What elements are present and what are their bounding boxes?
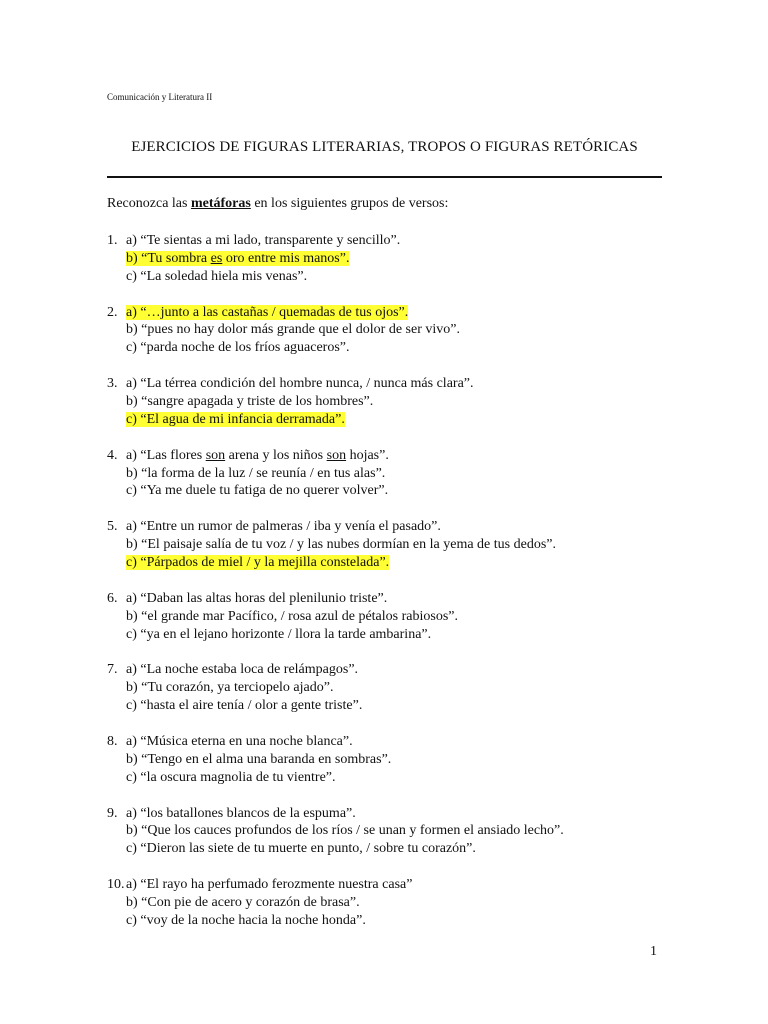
instruction-keyword: metáforas [190,196,251,211]
exercise-option-b [107,751,564,769]
verse-text [126,806,356,821]
verse-segment: a) “los batallones blancos de la espuma”. [126,805,356,821]
verse-text [126,627,431,642]
exercise-item [107,661,564,715]
verse-text [126,466,385,481]
page-header: Comunicación y Literatura II [107,92,213,102]
exercise-number: 3. [107,376,118,392]
highlighted-verse [126,555,389,570]
verse-text [126,734,353,749]
exercise-number: 6. [107,590,118,606]
exercise-option-b [107,894,564,912]
exercise-option-c [107,482,564,500]
exercise-option-c [107,697,564,715]
exercise-item [107,447,564,501]
verse-segment: b) “Tengo en el alma una baranda en sombras”. [126,751,392,767]
verse-segment: b) “pues no hay dolor más grande que el dolor de ser vivo”. [126,322,460,338]
verse-text [126,877,412,892]
exercise-option-b [107,250,564,268]
underlined-word: son [205,447,226,463]
verse-segment: c) “la oscura magnolia de tu vientre”. [126,769,336,785]
exercise-item [107,590,564,644]
verse-segment: a) “…junto a las castañas / quemadas de tus ojos”. [126,304,409,320]
exercise-option-a [107,590,564,608]
exercise-option-a [107,518,564,536]
highlighted-verse [126,412,345,427]
verse-segment: c) “voy de la noche hacia la noche honda”. [126,912,366,928]
exercise-option-c [107,411,564,429]
verse-segment: a) “Entre un rumor de palmeras / iba y venía el pasado”. [126,519,441,535]
instruction-after: en los siguientes grupos de versos: [250,196,449,211]
exercise-option-a [107,733,564,751]
exercise-option-c [107,626,564,644]
exercise-number: 2. [107,304,118,320]
verse-segment: b) “Tu corazón, ya terciopelo ajado”. [126,680,334,696]
exercise-number: 5. [107,519,118,535]
page-title: EJERCICIOS DE FIGURAS LITERARIAS, TROPOS O FIGURAS RETÓRICAS [131,139,638,155]
verse-text [126,841,476,856]
exercise-item [107,304,564,358]
exercise-option-a [107,661,564,679]
verse-segment: b) “Que los cauces profundos de los ríos / se unan y formen el ansiado lecho”. [126,823,564,839]
exercise-item [107,733,564,787]
exercise-option-a [107,876,564,894]
exercise-option-c [107,339,564,357]
verse-segment: arena y los niños [225,447,327,463]
exercise-item [107,518,564,572]
verse-text [126,322,460,337]
verse-segment: c) “El agua de mi infancia derramada”. [126,411,345,427]
exercise-item [107,375,564,429]
exercise-option-a [107,805,564,823]
verse-segment: a) “El rayo ha perfumado ferozmente nuestra casa” [126,877,413,893]
underlined-word: es [210,250,223,266]
exercise-option-c [107,912,564,930]
exercise-item [107,232,564,286]
verse-segment: c) “Ya me duele tu fatiga de no querer volver”. [126,483,389,499]
exercise-option-b [107,608,564,626]
verse-segment: b) “El paisaje salía de tu voz / y las nubes dormían en la yema de tus dedos”. [126,537,556,553]
verse-segment: a) “Daban las altas horas del plenilunio triste”. [126,590,388,606]
verse-segment: c) “Dieron las siete de tu muerte en punto, / sobre tu corazón”. [126,841,476,857]
underlined-word: son [326,447,347,463]
instruction-before: Reconozca las [107,196,191,211]
verse-text [126,483,388,498]
verse-segment: oro entre mis manos”. [222,250,350,266]
exercise-option-a [107,304,564,322]
verse-segment: b) “sangre apagada y triste de los hombres”. [126,394,374,410]
verse-text [126,770,336,785]
verse-text [126,680,333,695]
exercise-item [107,876,564,930]
verse-segment: b) “el grande mar Pacífico, / rosa azul de pétalos rabiosos”. [126,608,458,624]
exercise-option-a [107,375,564,393]
verse-segment: hojas”. [346,447,389,463]
verse-segment: c) “Párpados de miel / y la mejilla constelada”. [126,555,390,571]
verse-segment: b) “Con pie de acero y corazón de brasa”. [126,894,360,910]
verse-text [126,752,391,767]
page-number: 1 [650,944,657,959]
exercise-option-b [107,536,564,554]
verse-text [126,519,441,534]
highlighted-verse [126,305,408,320]
verse-text [126,233,400,248]
exercise-option-c [107,769,564,787]
exercise-number: 7. [107,662,118,678]
verse-text [126,609,458,624]
exercise-option-b [107,465,564,483]
exercise-number: 9. [107,805,118,821]
verse-text [126,269,307,284]
verse-segment: c) “hasta el aire tenía / olor a gente triste”. [126,698,363,714]
verse-text [126,376,474,391]
verse-text [126,394,373,409]
verse-segment: a) “Música eterna en una noche blanca”. [126,733,353,749]
exercise-option-b [107,679,564,697]
verse-segment: b) “Tu sombra [126,250,211,266]
exercise-list [107,232,564,948]
verse-text [126,340,350,355]
verse-text [126,662,358,677]
highlighted-verse [126,251,349,266]
exercise-item [107,805,564,859]
verse-text [126,537,556,552]
verse-segment: c) “ya en el lejano horizonte / llora la tarde ambarina”. [126,626,432,642]
verse-text [126,895,360,910]
exercise-option-c [107,268,564,286]
verse-text [126,823,564,838]
verse-segment: a) “Las flores [126,447,206,463]
verse-segment: a) “La térrea condición del hombre nunca, / nunca más clara”. [126,376,474,392]
verse-segment: c) “La soledad hiela mis venas”. [126,268,308,284]
verse-text [126,698,362,713]
verse-segment: a) “Te sientas a mi lado, transparente y sencillo”. [126,233,401,248]
verse-segment: b) “la forma de la luz / se reunía / en tus alas”. [126,465,386,481]
exercise-option-b [107,393,564,411]
verse-text [126,448,389,463]
exercise-number: 8. [107,733,118,749]
exercise-number: 1. [107,233,118,248]
verse-text [126,913,366,928]
instruction [107,196,448,212]
exercise-option-c [107,840,564,858]
verse-text [126,591,387,606]
exercise-number: 4. [107,447,118,463]
exercise-option-a [107,447,564,465]
verse-segment: a) “La noche estaba loca de relámpagos”. [126,662,359,678]
exercise-option-b [107,822,564,840]
title-rule [107,176,662,178]
exercise-option-a [107,232,564,250]
exercise-option-b [107,321,564,339]
exercise-number: 10. [107,877,125,893]
verse-segment: c) “parda noche de los fríos aguaceros”. [126,340,350,356]
exercise-option-c [107,554,564,572]
